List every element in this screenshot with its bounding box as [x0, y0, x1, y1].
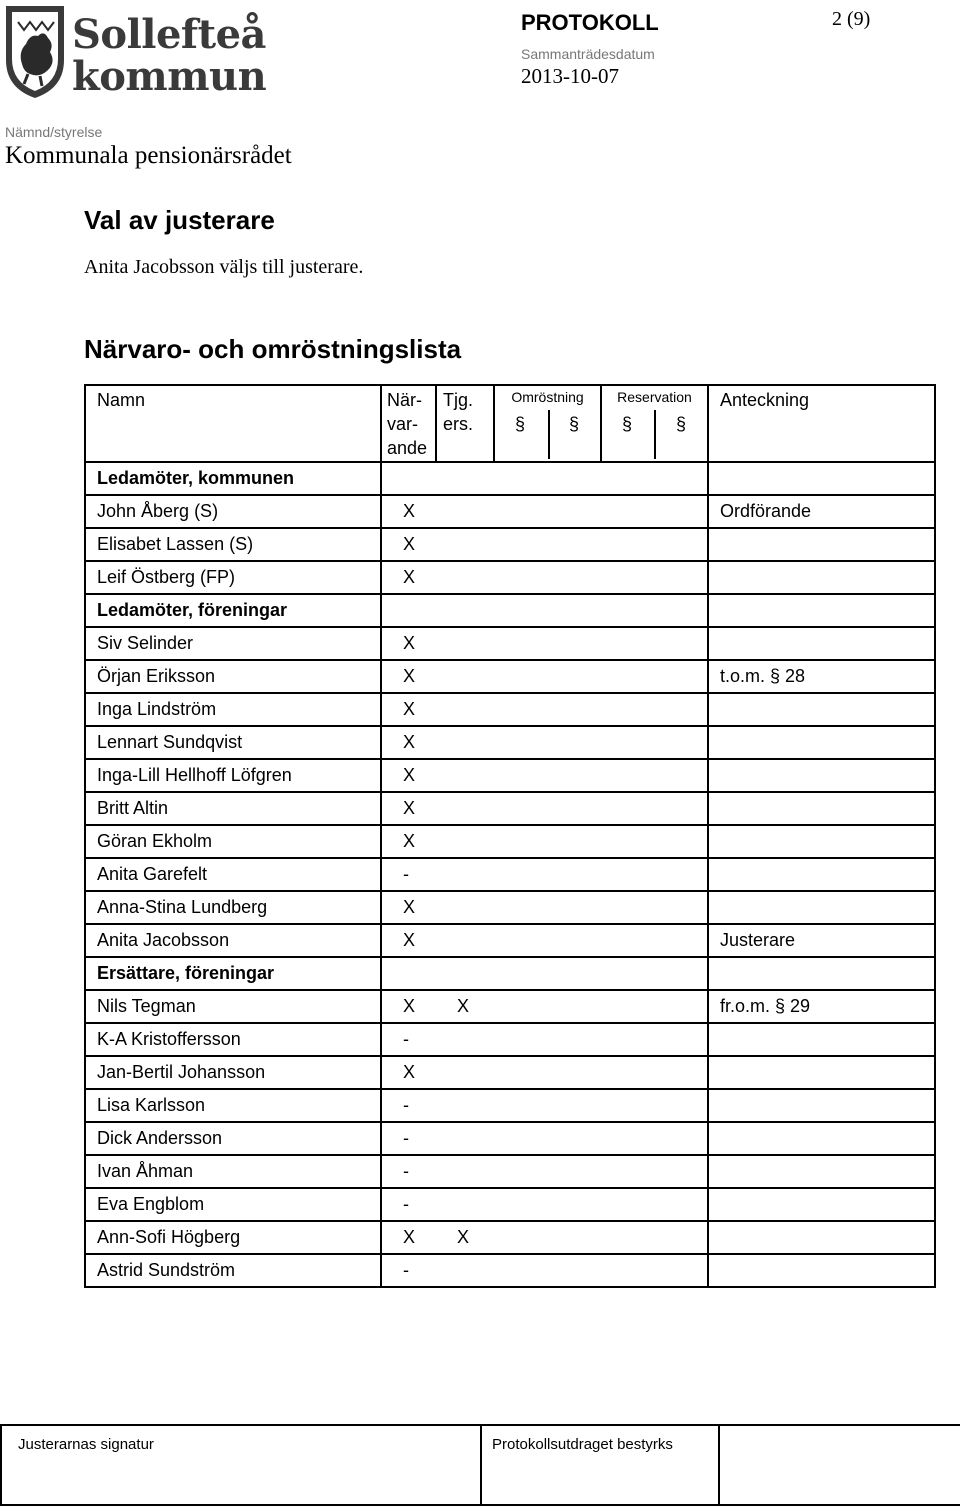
note-cell — [708, 825, 935, 858]
attendance-voting-table — [84, 384, 936, 1288]
section-title-attendance: Närvaro- och omröstningslista — [84, 334, 462, 364]
vote-cells — [494, 1056, 708, 1089]
table-row — [85, 1254, 935, 1287]
member-name: Lennart Sundqvist — [85, 726, 381, 759]
table-row — [85, 1221, 935, 1254]
substitute-mark — [436, 627, 494, 660]
note-cell — [708, 1155, 935, 1188]
member-name: Örjan Eriksson — [85, 660, 381, 693]
substitute-mark — [436, 528, 494, 561]
vote-cells — [494, 792, 708, 825]
present-mark: X — [381, 528, 436, 561]
note-cell: fr.o.m. § 29 — [708, 990, 935, 1023]
vote-cells — [494, 1122, 708, 1155]
member-name: Anita Garefelt — [85, 858, 381, 891]
substitute-mark — [436, 495, 494, 528]
table-row — [85, 1056, 935, 1089]
substitute-mark — [436, 726, 494, 759]
present-mark: X — [381, 891, 436, 924]
page-number: 2 (9) — [832, 8, 871, 30]
member-name: Astrid Sundström — [85, 1254, 381, 1287]
vote-cells — [494, 726, 708, 759]
group-empty-cells — [381, 594, 708, 627]
coat-of-arms-logo — [4, 4, 66, 100]
member-name: Dick Andersson — [85, 1122, 381, 1155]
header-reservation-section-2: § — [676, 414, 687, 434]
substitute-mark: X — [436, 990, 494, 1023]
meeting-date-label: Sammanträdesdatum — [521, 46, 655, 62]
member-name: Eva Engblom — [85, 1188, 381, 1221]
table-row — [85, 1188, 935, 1221]
note-cell — [708, 957, 935, 990]
note-cell: Justerare — [708, 924, 935, 957]
header-substitute-line2: ers. — [443, 414, 474, 434]
member-name: Anita Jacobsson — [85, 924, 381, 957]
section-text-adjuster: Anita Jacobsson väljs till justerare. — [84, 256, 364, 278]
header-name-label: Namn — [97, 390, 146, 410]
member-name: Jan-Bertil Johansson — [85, 1056, 381, 1089]
note-cell — [708, 594, 935, 627]
header-voting-section-1: § — [515, 414, 526, 434]
vote-cells — [494, 825, 708, 858]
member-name: Inga-Lill Hellhoff Löfgren — [85, 759, 381, 792]
present-mark: X — [381, 924, 436, 957]
substitute-mark — [436, 1188, 494, 1221]
vote-cells — [494, 693, 708, 726]
table-row — [85, 627, 935, 660]
member-name: Anna-Stina Lundberg — [85, 891, 381, 924]
table-row — [85, 891, 935, 924]
meeting-date: 2013-10-07 — [521, 64, 619, 88]
table-row — [85, 528, 935, 561]
substitute-mark — [436, 759, 494, 792]
vote-cells — [494, 627, 708, 660]
member-name: Elisabet Lassen (S) — [85, 528, 381, 561]
vote-cells — [494, 561, 708, 594]
vote-cells — [494, 759, 708, 792]
group-heading: Ledamöter, föreningar — [85, 594, 381, 627]
header-reservation-label: Reservation — [617, 389, 692, 405]
note-cell — [708, 693, 935, 726]
header-present-line1: När- — [387, 390, 422, 410]
table-row — [85, 693, 935, 726]
note-cell — [708, 1254, 935, 1287]
table-group-row — [85, 957, 935, 990]
present-mark: - — [381, 1089, 436, 1122]
document-title: PROTOKOLL — [521, 10, 659, 35]
note-cell — [708, 1056, 935, 1089]
present-mark: - — [381, 1188, 436, 1221]
present-mark: X — [381, 627, 436, 660]
note-cell — [708, 1023, 935, 1056]
signature-footer — [0, 1424, 960, 1506]
substitute-mark — [436, 1023, 494, 1056]
vote-cells — [494, 924, 708, 957]
vote-cells — [494, 1188, 708, 1221]
note-cell — [708, 1089, 935, 1122]
present-mark: - — [381, 858, 436, 891]
note-cell — [708, 891, 935, 924]
header-name — [85, 385, 381, 462]
present-mark: X — [381, 759, 436, 792]
vote-cells — [494, 495, 708, 528]
note-cell — [708, 726, 935, 759]
table-row — [85, 825, 935, 858]
group-empty-cells — [381, 462, 708, 495]
substitute-mark — [436, 924, 494, 957]
member-name: Lisa Karlsson — [85, 1089, 381, 1122]
member-name: Göran Ekholm — [85, 825, 381, 858]
substitute-mark — [436, 792, 494, 825]
table-row — [85, 1155, 935, 1188]
substitute-mark — [436, 825, 494, 858]
header-reservation-section-1: § — [622, 414, 633, 434]
present-mark: X — [381, 561, 436, 594]
header-voting — [494, 385, 601, 462]
member-name: Leif Östberg (FP) — [85, 561, 381, 594]
substitute-mark — [436, 1254, 494, 1287]
vote-cells — [494, 1254, 708, 1287]
note-cell — [708, 561, 935, 594]
substitute-mark — [436, 561, 494, 594]
vote-cells — [494, 1089, 708, 1122]
table-row — [85, 858, 935, 891]
note-cell — [708, 1122, 935, 1155]
certified-label: Protokollsutdraget bestyrks — [492, 1436, 673, 1453]
logo-line-2: kommun — [72, 53, 267, 100]
present-mark: - — [381, 1155, 436, 1188]
substitute-mark — [436, 1089, 494, 1122]
header-reservation — [601, 385, 708, 462]
vote-cells — [494, 1221, 708, 1254]
section-title-adjuster: Val av justerare — [84, 205, 275, 235]
present-mark: - — [381, 1122, 436, 1155]
logo-wordmark — [72, 11, 272, 100]
footer-divider-2 — [718, 1426, 720, 1504]
substitute-mark — [436, 858, 494, 891]
present-mark: X — [381, 726, 436, 759]
present-mark: X — [381, 792, 436, 825]
note-cell — [708, 858, 935, 891]
present-mark: X — [381, 990, 436, 1023]
header-substitute — [436, 385, 494, 462]
note-cell: Ordförande — [708, 495, 935, 528]
vote-cells — [494, 858, 708, 891]
header-voting-label: Omröstning — [511, 389, 584, 405]
header-reservation-divider — [654, 410, 656, 459]
header-substitute-line1: Tjg. — [443, 390, 474, 410]
header-present-line2: var- — [387, 414, 418, 434]
present-mark: X — [381, 693, 436, 726]
substitute-mark — [436, 660, 494, 693]
member-name: K-A Kristoffersson — [85, 1023, 381, 1056]
group-heading: Ledamöter, kommunen — [85, 462, 381, 495]
present-mark: X — [381, 495, 436, 528]
member-name: Ann-Sofi Högberg — [85, 1221, 381, 1254]
table-row — [85, 660, 935, 693]
note-cell — [708, 792, 935, 825]
present-mark: X — [381, 825, 436, 858]
signature-label: Justerarnas signatur — [18, 1436, 154, 1453]
vote-cells — [494, 990, 708, 1023]
substitute-mark: X — [436, 1221, 494, 1254]
member-name: John Åberg (S) — [85, 495, 381, 528]
note-cell: t.o.m. § 28 — [708, 660, 935, 693]
table-row — [85, 1122, 935, 1155]
table-row — [85, 924, 935, 957]
substitute-mark — [436, 693, 494, 726]
present-mark: - — [381, 1254, 436, 1287]
board-label: Nämnd/styrelse — [5, 124, 103, 140]
present-mark: X — [381, 1221, 436, 1254]
table-row — [85, 726, 935, 759]
member-name: Ivan Åhman — [85, 1155, 381, 1188]
table-row — [85, 561, 935, 594]
header-present — [381, 385, 436, 462]
footer-divider-1 — [480, 1426, 482, 1504]
vote-cells — [494, 891, 708, 924]
note-cell — [708, 1188, 935, 1221]
table-row — [85, 1089, 935, 1122]
table-group-row — [85, 462, 935, 495]
note-cell — [708, 528, 935, 561]
header-present-line3: ande — [387, 438, 428, 458]
member-name: Britt Altin — [85, 792, 381, 825]
substitute-mark — [436, 891, 494, 924]
substitute-mark — [436, 1122, 494, 1155]
group-empty-cells — [381, 957, 708, 990]
present-mark: X — [381, 1056, 436, 1089]
vote-cells — [494, 660, 708, 693]
member-name: Inga Lindström — [85, 693, 381, 726]
header-note-label: Anteckning — [720, 390, 810, 410]
table-row — [85, 495, 935, 528]
group-heading: Ersättare, föreningar — [85, 957, 381, 990]
note-cell — [708, 627, 935, 660]
note-cell — [708, 1221, 935, 1254]
vote-cells — [494, 1155, 708, 1188]
header-voting-divider — [548, 410, 550, 459]
logo-line-1: Sollefteå — [72, 11, 266, 58]
note-cell — [708, 462, 935, 495]
table-header-row — [85, 385, 935, 462]
table-row — [85, 1023, 935, 1056]
table-body — [85, 385, 935, 1287]
board-name: Kommunala pensionärsrådet — [5, 142, 292, 169]
vote-cells — [494, 528, 708, 561]
header-voting-section-2: § — [569, 414, 580, 434]
header-note — [708, 385, 935, 462]
table-row — [85, 759, 935, 792]
member-name: Nils Tegman — [85, 990, 381, 1023]
member-name: Siv Selinder — [85, 627, 381, 660]
table-row — [85, 990, 935, 1023]
substitute-mark — [436, 1155, 494, 1188]
substitute-mark — [436, 1056, 494, 1089]
table-group-row — [85, 594, 935, 627]
table-row — [85, 792, 935, 825]
present-mark: X — [381, 660, 436, 693]
note-cell — [708, 759, 935, 792]
present-mark: - — [381, 1023, 436, 1056]
vote-cells — [494, 1023, 708, 1056]
